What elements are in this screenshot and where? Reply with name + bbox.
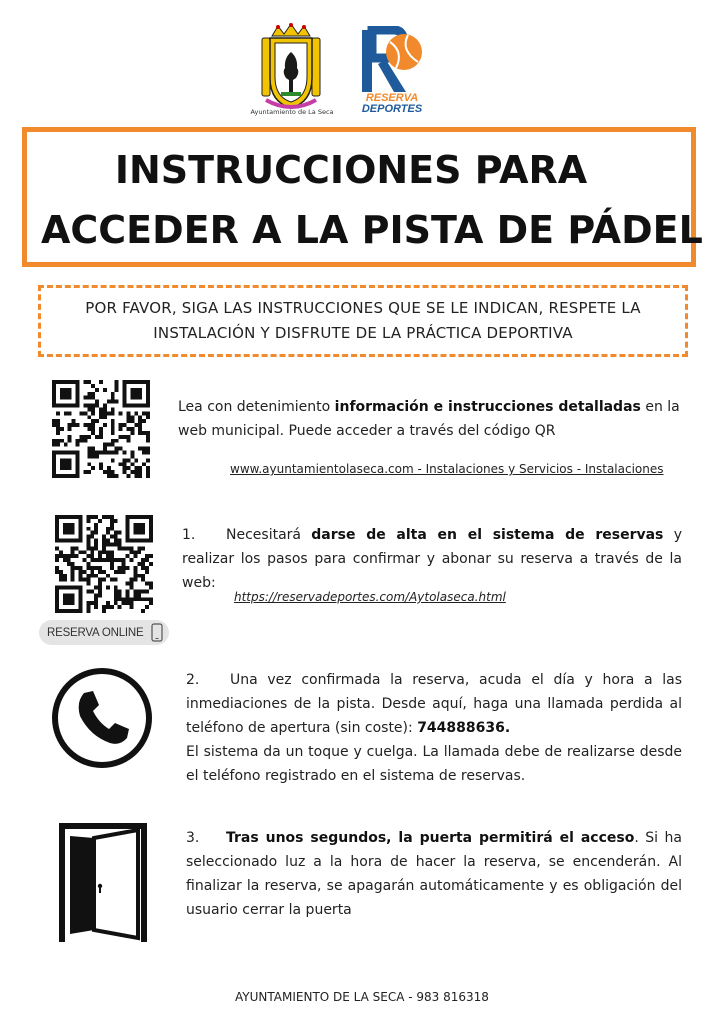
step3-text-post: . Si ha seleccionado luz a la hora de hacer la reserva, se encenderán. Al finalizar la reserva, se apagarán automáticamente y es obligación del usuario cerrar la puerta (186, 830, 682, 918)
intro-paragraph (178, 395, 688, 443)
reservation-web-link[interactable]: https://reservadeportes.com/Aytolaseca.html (234, 590, 506, 604)
title-line-1: INSTRUCCIONES PARA (114, 148, 588, 192)
intro-text-bold: información e instrucciones detalladas (334, 399, 641, 415)
step3-number: 3. (186, 830, 200, 846)
notice-box (38, 285, 688, 357)
step2-phone-number: 744888636. (417, 720, 511, 736)
step1-paragraph (182, 523, 682, 595)
step1-text-post: y realizar los pasos para confirmar y abonar su reserva a través de la web: (182, 527, 682, 591)
municipality-caption: Ayuntamiento de La Seca (250, 108, 334, 116)
phone-icon (50, 666, 154, 770)
step2-text-post: El sistema da un toque y cuelga. La llamada debe de realizarse desde el teléfono registrado en el sistema de reservas. (186, 744, 682, 784)
footer-contact: AYUNTAMIENTO DE LA SECA - 983 816318 (235, 990, 489, 1004)
municipal-web-link[interactable]: www.ayuntamientolaseca.com - Instalaciones y Servicios - Instalaciones (230, 462, 664, 476)
step1-text-pre: Necesitará (226, 527, 312, 543)
title-box (22, 127, 703, 267)
reserva-online-button[interactable] (39, 620, 169, 645)
smartphone-icon (149, 623, 165, 642)
step3-paragraph (186, 826, 682, 922)
title-line-2: ACCEDER A LA PISTA DE PÁDEL (41, 208, 703, 252)
notice-line-1: POR FAVOR, SIGA LAS INSTRUCCIONES QUE SE LE INDICAN, RESPETE LA (85, 299, 641, 317)
intro-text-post: en la web municipal. Puede acceder a través del código QR (178, 399, 680, 439)
step2-text-pre: Una vez confirmada la reserva, acuda el día y hora a las inmediaciones de la pista. Desde aquí, haga una llamada perdida al teléfono de apertura (sin coste): (186, 672, 682, 736)
step2-paragraph (186, 668, 682, 788)
step3-text-bold: Tras unos segundos, la puerta permitirá el acceso (226, 830, 635, 846)
brand-line-deportes: DEPORTES (361, 103, 423, 115)
intro-text-pre: Lea con detenimiento (178, 399, 335, 415)
notice-line-2: INSTALACIÓN Y DISFRUTE DE LA PRÁCTICA DEPORTIVA (153, 324, 573, 342)
brand-line-reserva: RESERVA (365, 92, 419, 104)
step2-number: 2. (186, 672, 200, 688)
open-door-icon (58, 822, 150, 944)
step1-text-bold: darse de alta en el sistema de reservas (311, 527, 664, 543)
qr-code-icon[interactable] (55, 515, 153, 613)
qr-code-icon[interactable] (52, 380, 150, 478)
municipality-crest-logo (258, 22, 324, 114)
step1-number: 1. (182, 527, 196, 543)
reserva-online-label: RESERVA ONLINE (47, 626, 144, 639)
